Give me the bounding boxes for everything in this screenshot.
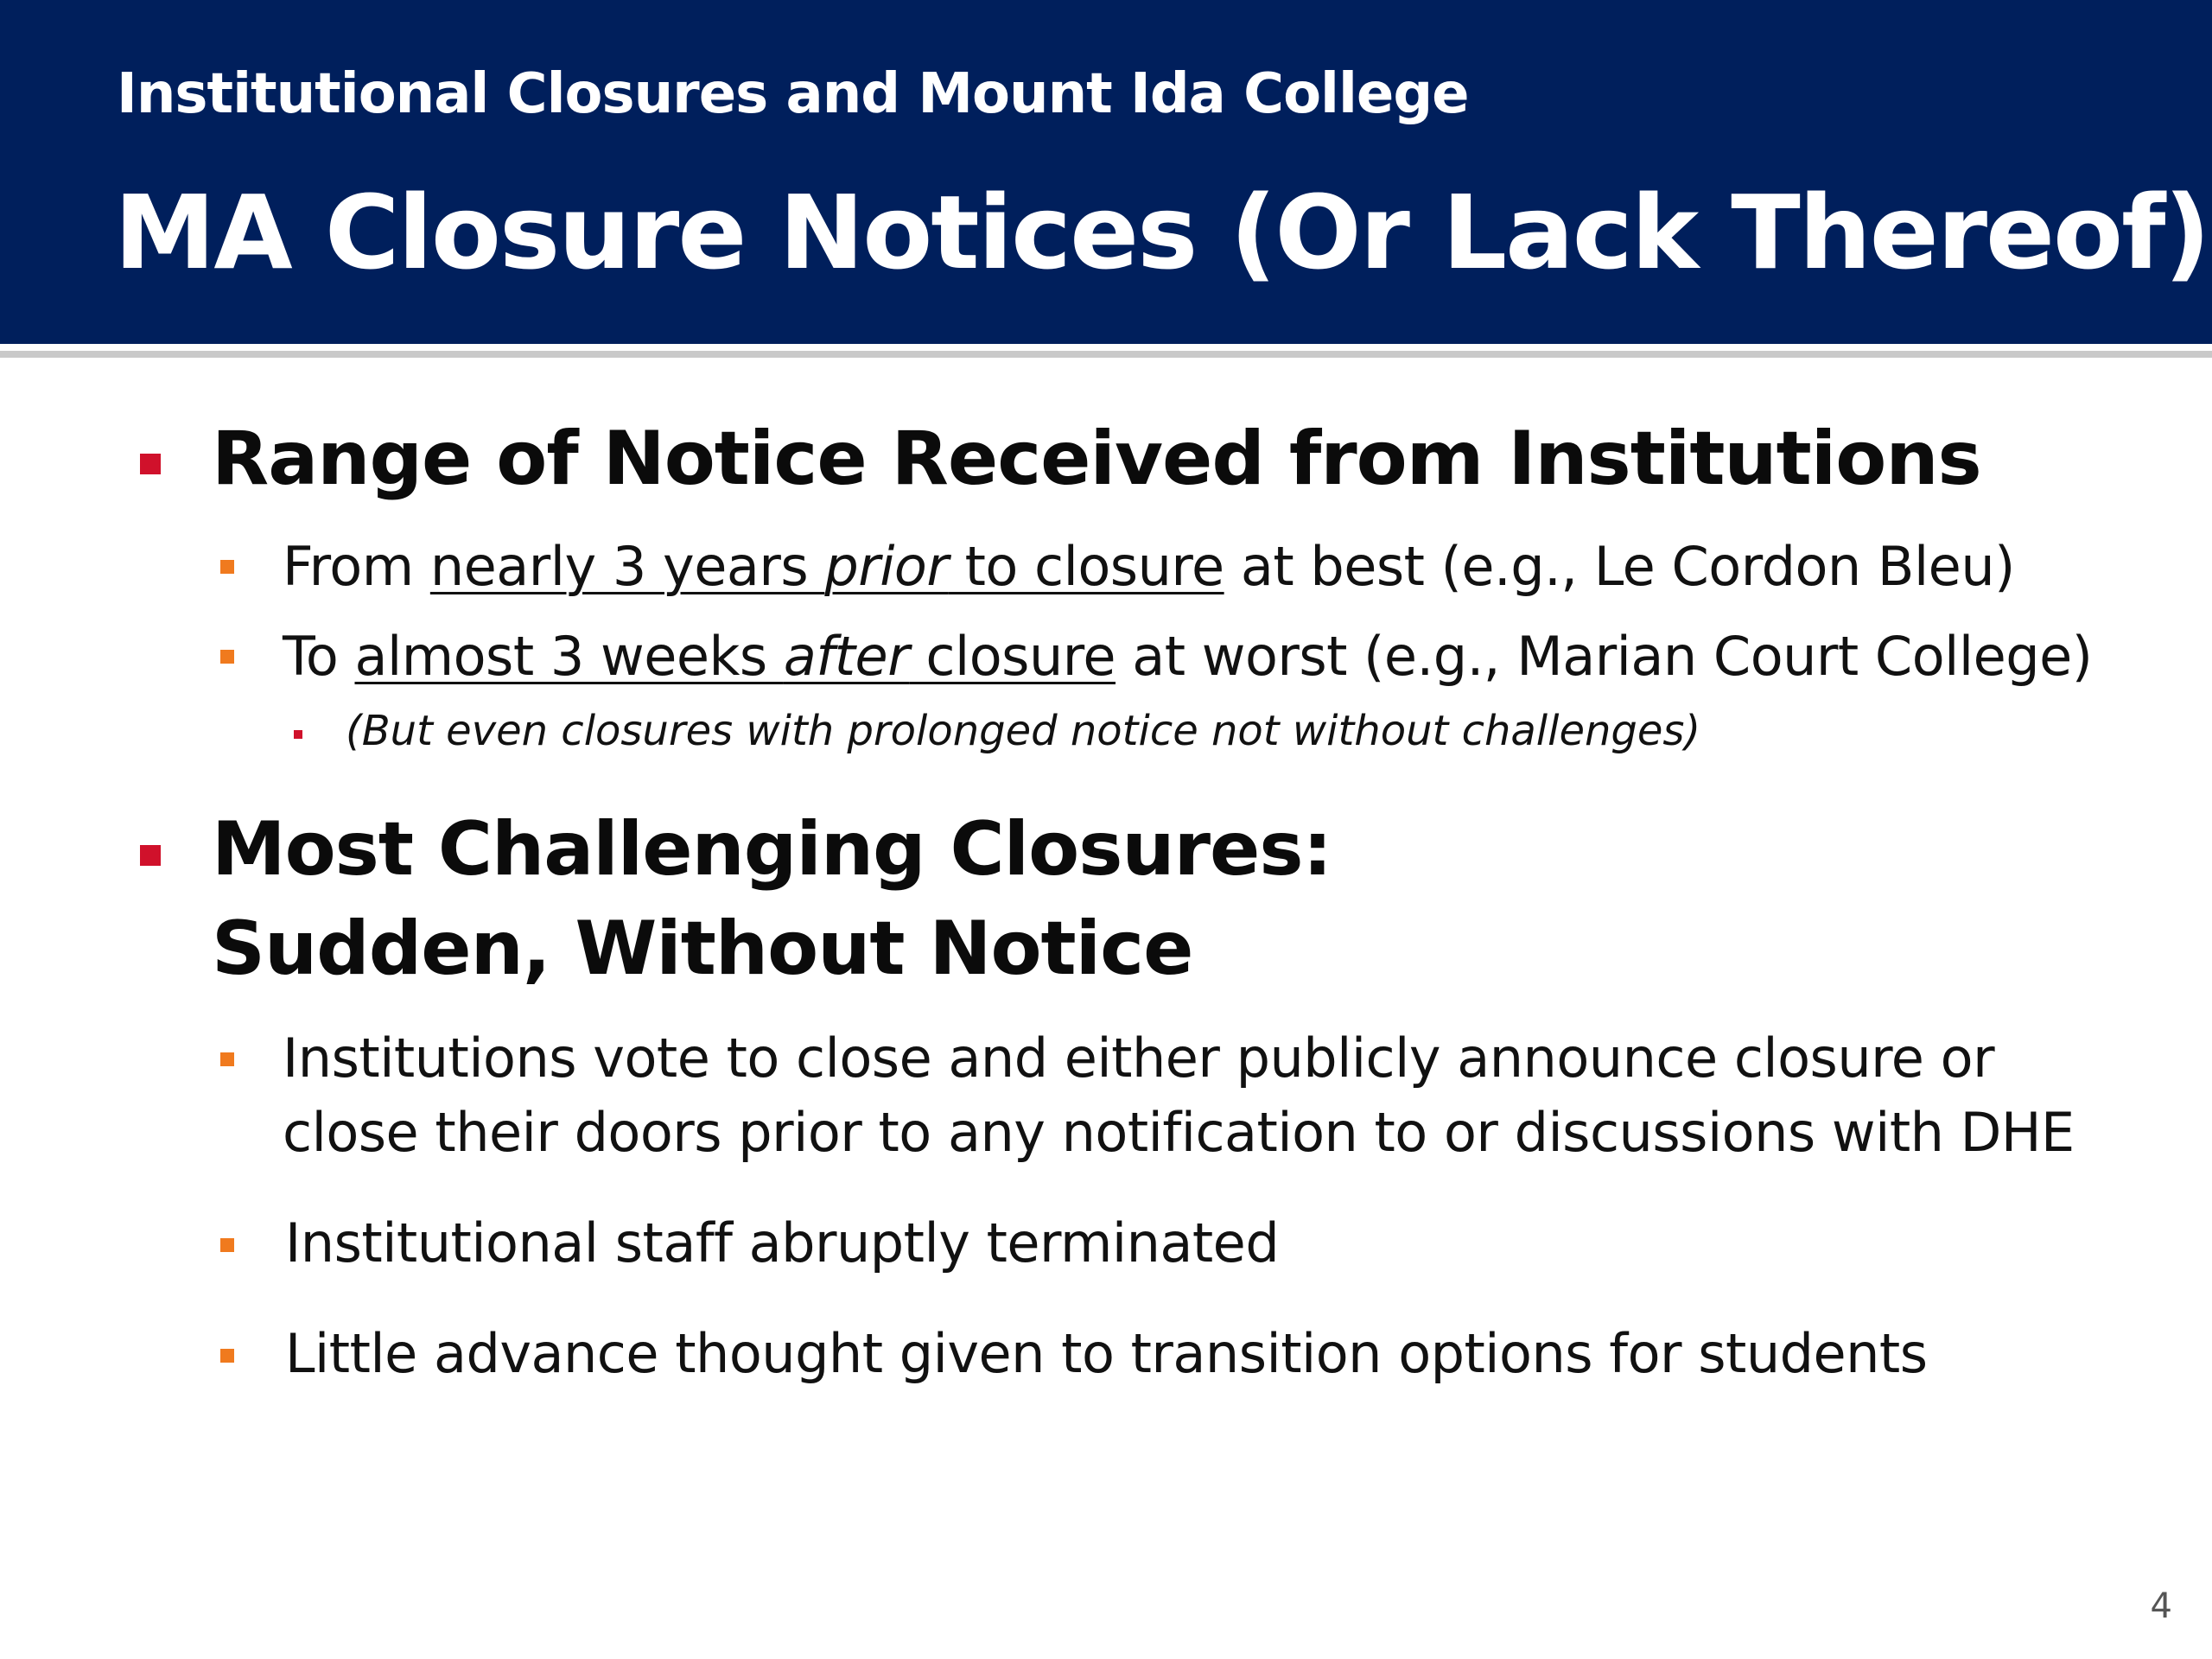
list-item-vote-close: Institutions vote to close and either publicly announce closure or [283,1027,1995,1090]
list-item-staff-terminated: Institutional staff abruptly terminated [285,1211,1280,1274]
bullet-square-icon [294,730,302,739]
text-segment: closure [909,625,1116,688]
bullet-square-icon [140,845,161,866]
text-segment: at worst (e.g., Marian Court College) [1116,625,2093,688]
bullet-square-icon [220,1052,234,1066]
text-segment: nearly 3 years [429,535,825,598]
list-subnote: (But even closures with prolonged notice not without challenges) [346,707,1701,755]
header-divider-shadow [0,351,2212,358]
text-segment: To [283,625,355,688]
bullet-square-icon [220,650,234,664]
text-segment: to closure [948,535,1224,598]
list-item-best-notice [283,530,2015,605]
text-segment: almost 3 weeks [354,625,784,688]
underlined-phrase [354,625,1116,688]
underlined-phrase [430,535,1224,598]
section-heading-challenging-line2: Sudden, Without Notice [212,906,1193,992]
header-band [0,0,2212,344]
italic-word: after [783,625,910,688]
slide-subtitle: Institutional Closures and Mount Ida College [117,62,1469,126]
page-number: 4 [2150,1586,2172,1626]
header-divider [0,344,2212,351]
bullet-square-icon [140,454,161,474]
slide-title: MA Closure Notices (Or Lack Thereof) [114,173,2209,292]
bullet-square-icon [220,1349,234,1363]
bullet-square-icon [220,560,234,574]
text-segment: From [283,535,430,598]
bullet-square-icon [220,1238,234,1252]
list-item-worst-notice [283,620,2092,695]
section-heading-challenging: Most Challenging Closures: [212,806,1332,893]
section-heading-range: Range of Notice Received from Institutions [212,416,1981,502]
list-item-transition-options: Little advance thought given to transition options for students [285,1322,1928,1385]
text-segment: at best (e.g., Le Cordon Bleu) [1224,535,2015,598]
italic-word: prior [824,535,949,598]
list-item-vote-close-line2: close their doors prior to any notification to or discussions with DHE [283,1101,2075,1164]
